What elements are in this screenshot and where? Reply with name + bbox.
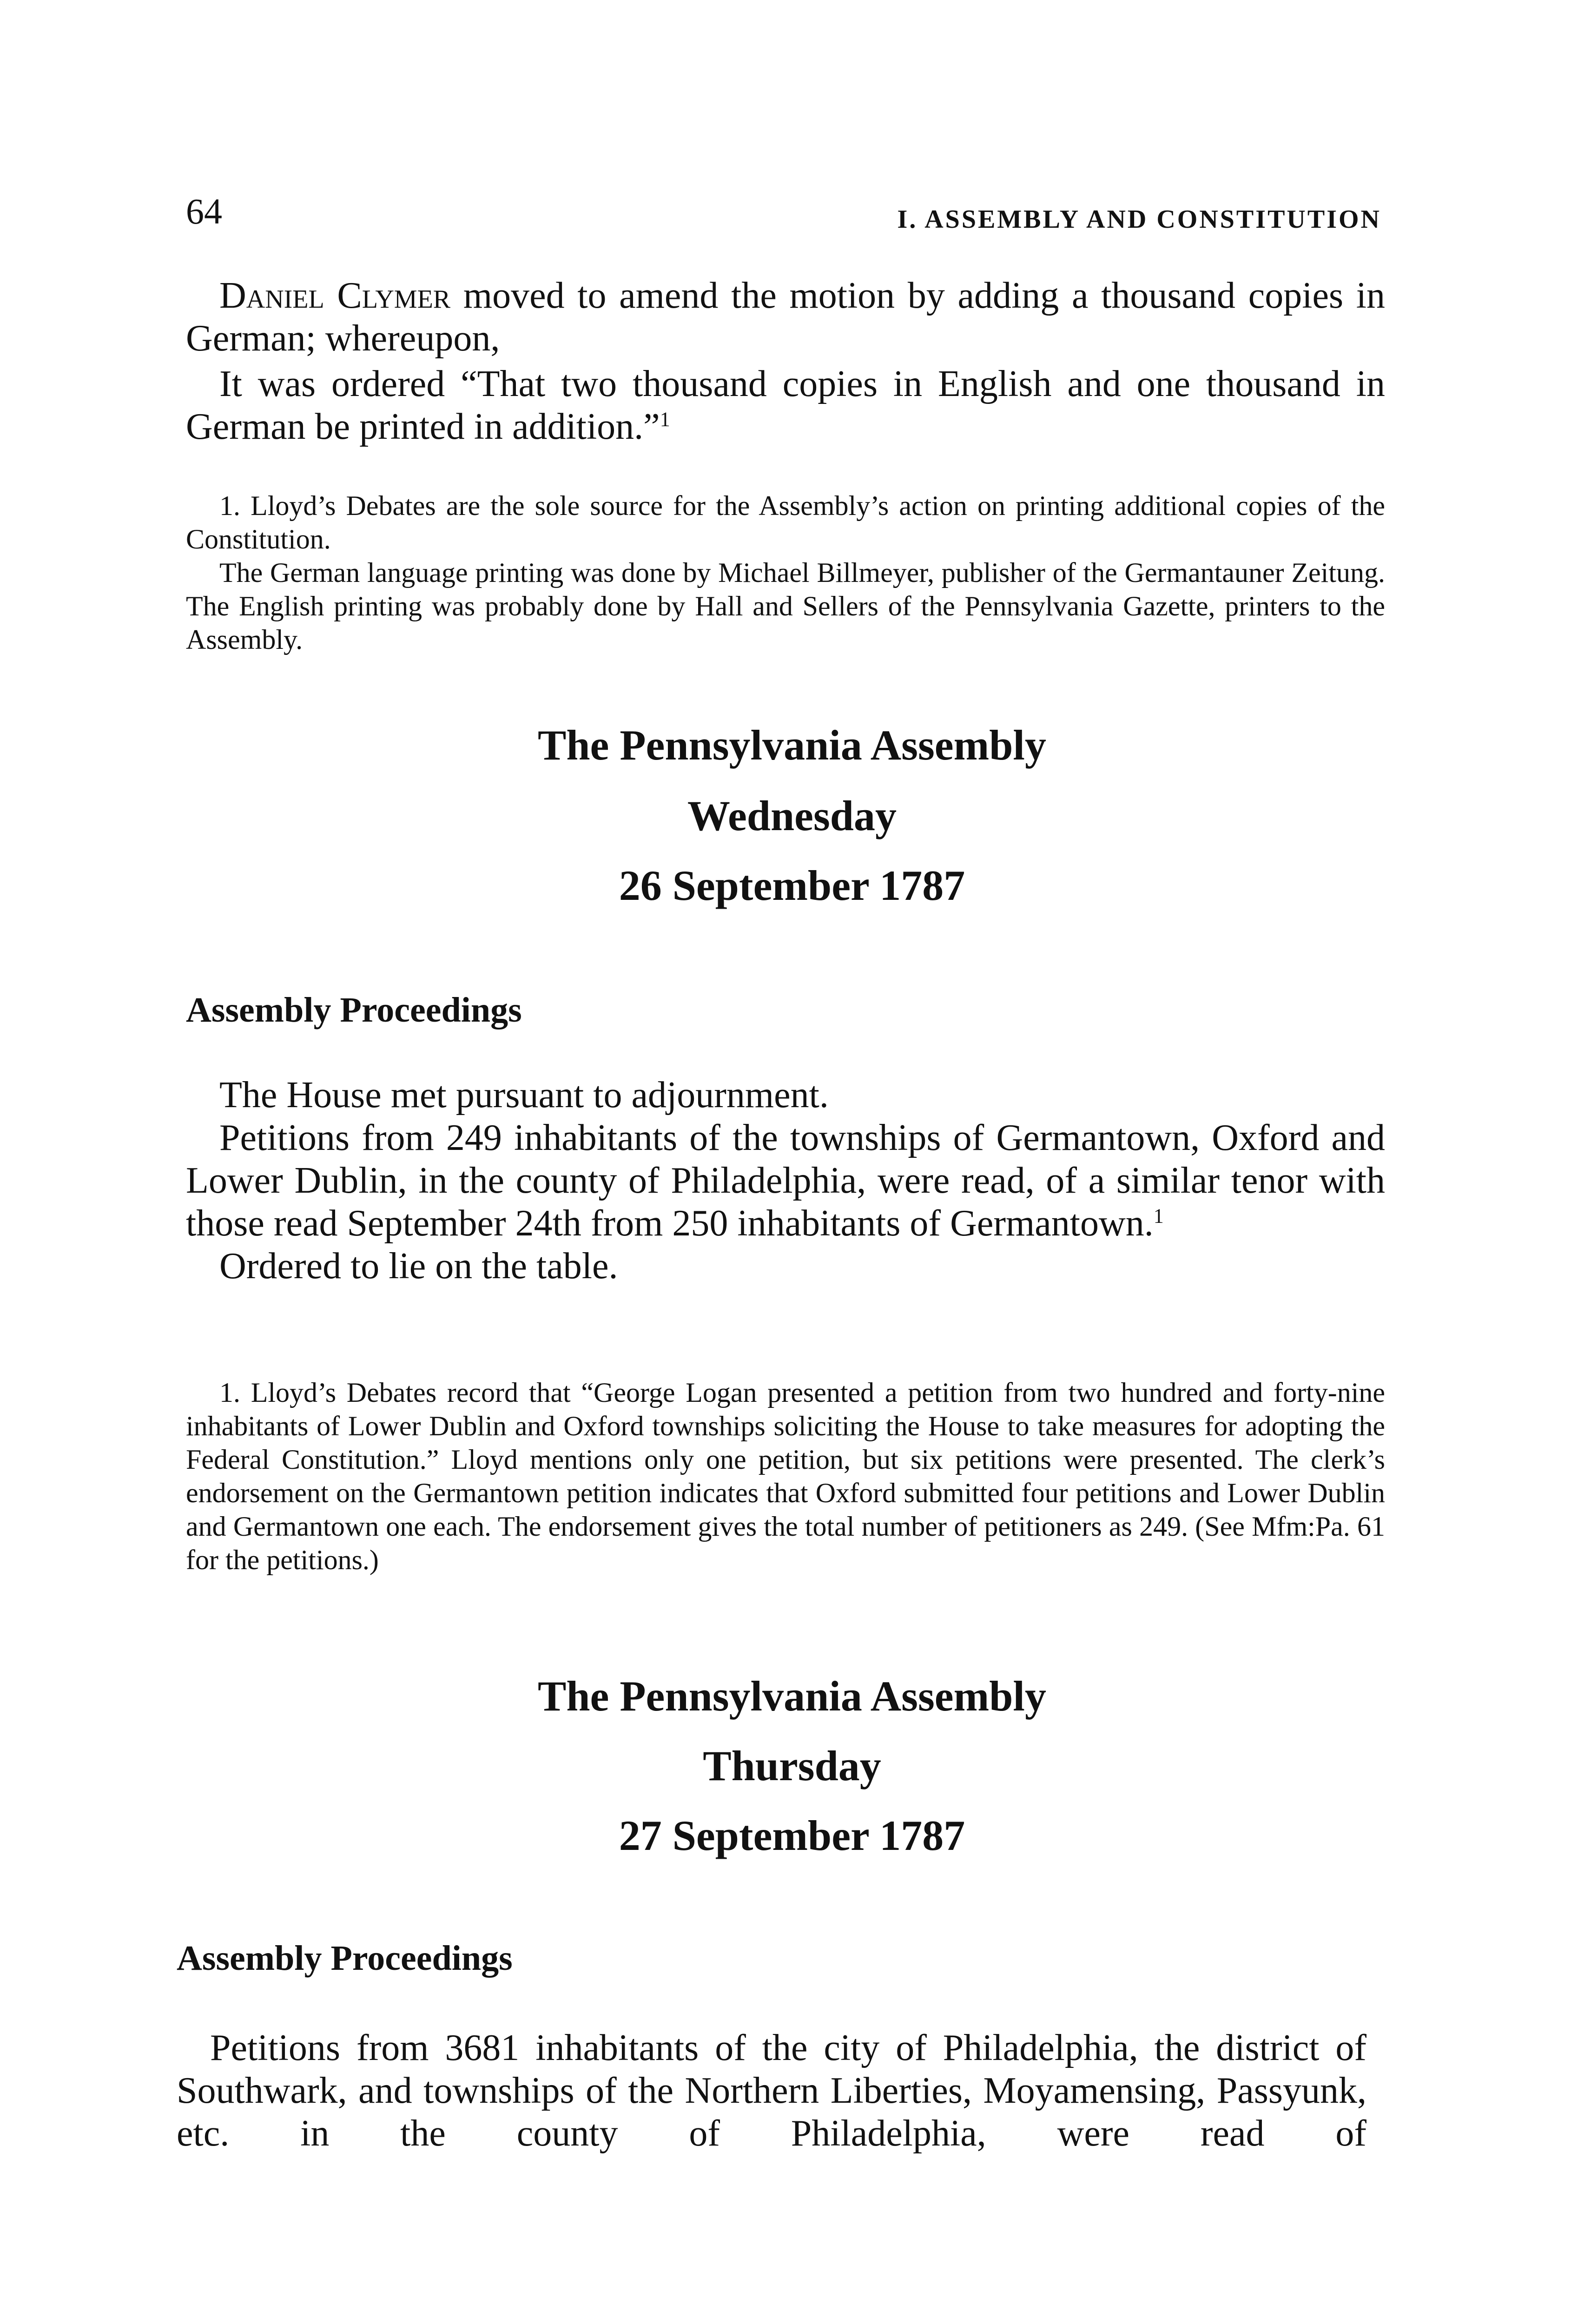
running-head: I. ASSEMBLY AND CONSTITUTION xyxy=(897,205,1381,234)
heading-date-2: 27 September 1787 xyxy=(619,1812,965,1859)
paragraph-text: Petitions from 249 inhabitants of the townships of Germantown, Oxford and Lower Dublin, in the county of Philadelphia, were read, of a similar tenor with those read September 24th from 250 inhabitants of Germantown. xyxy=(186,1117,1385,1244)
paragraph-petitions-3681: Petitions from 3681 inhabitants of the city of Philadelphia, the district of Southwark, and townships of the Northern Liberties, Moyamensing, Passyunk, etc. in the county of Philadelphia, were read of xyxy=(177,2027,1366,2154)
footnote-block-2 xyxy=(186,1376,1385,1577)
heading-assembly-2: The Pennsylvania Assembly xyxy=(538,1672,1046,1720)
footnote-block-1 xyxy=(186,489,1385,656)
paragraph-met: The House met pursuant to adjournment. xyxy=(219,1075,829,1116)
paragraph-text: It was ordered “That two thousand copies in English and one thousand in German be printed in addition.” xyxy=(186,363,1385,447)
footnote-text: 1. Lloyd’s Debates record that “George Logan presented a petition from two hundred and forty-nine inhabitants of Lower Dublin and Oxford townships soliciting the House to take measures for adopting the Federal Constitution.” Lloyd mentions only one petition, but six petitions were presented. The clerk’s endorsement on the Germantown petition indicates that Oxford submitted four petitions and Lower Dublin and Germantown one each. The endorsement gives the total number of petitioners as 249. (See Mfm:Pa. 61 for the petitions.) xyxy=(186,1377,1385,1575)
footnote-ref: 1 xyxy=(660,408,670,431)
footnote-ref: 1 xyxy=(1153,1204,1164,1228)
heading-day-2: Thursday xyxy=(703,1742,881,1789)
subheading-proceedings-1: Assembly Proceedings xyxy=(186,990,522,1030)
proceedings2-body xyxy=(177,2027,1366,2155)
section1-body xyxy=(186,274,1385,448)
proceedings1-body xyxy=(186,1074,1385,1287)
paragraph-petitions xyxy=(186,1116,1385,1245)
page-number: 64 xyxy=(186,191,222,231)
heading-day-1: Wednesday xyxy=(687,792,897,839)
footnote-line: 1. Lloyd’s Debates are the sole source for the Assembly’s action on printing additional copies of the Constitution. xyxy=(186,490,1385,555)
subheading-proceedings-2: Assembly Proceedings xyxy=(177,1939,513,1978)
paragraph-order xyxy=(186,363,1385,448)
speaker-name: Daniel Clymer xyxy=(219,275,451,316)
paragraph-clymer-motion xyxy=(186,274,1385,360)
paragraph-text: moved to amend the motion by adding a thousand copies in German; whereupon, xyxy=(186,275,1385,359)
heading-assembly-1: The Pennsylvania Assembly xyxy=(538,721,1046,769)
heading-date-1: 26 September 1787 xyxy=(619,862,965,909)
footnote-line: The German language printing was done by Michael Billmeyer, publisher of the Germantauner Zeitung. The English printing was probably done by Hall and Sellers of the Pennsylvania Gazette, printers to the Assembly. xyxy=(186,557,1385,655)
paragraph-ordered: Ordered to lie on the table. xyxy=(219,1246,618,1287)
